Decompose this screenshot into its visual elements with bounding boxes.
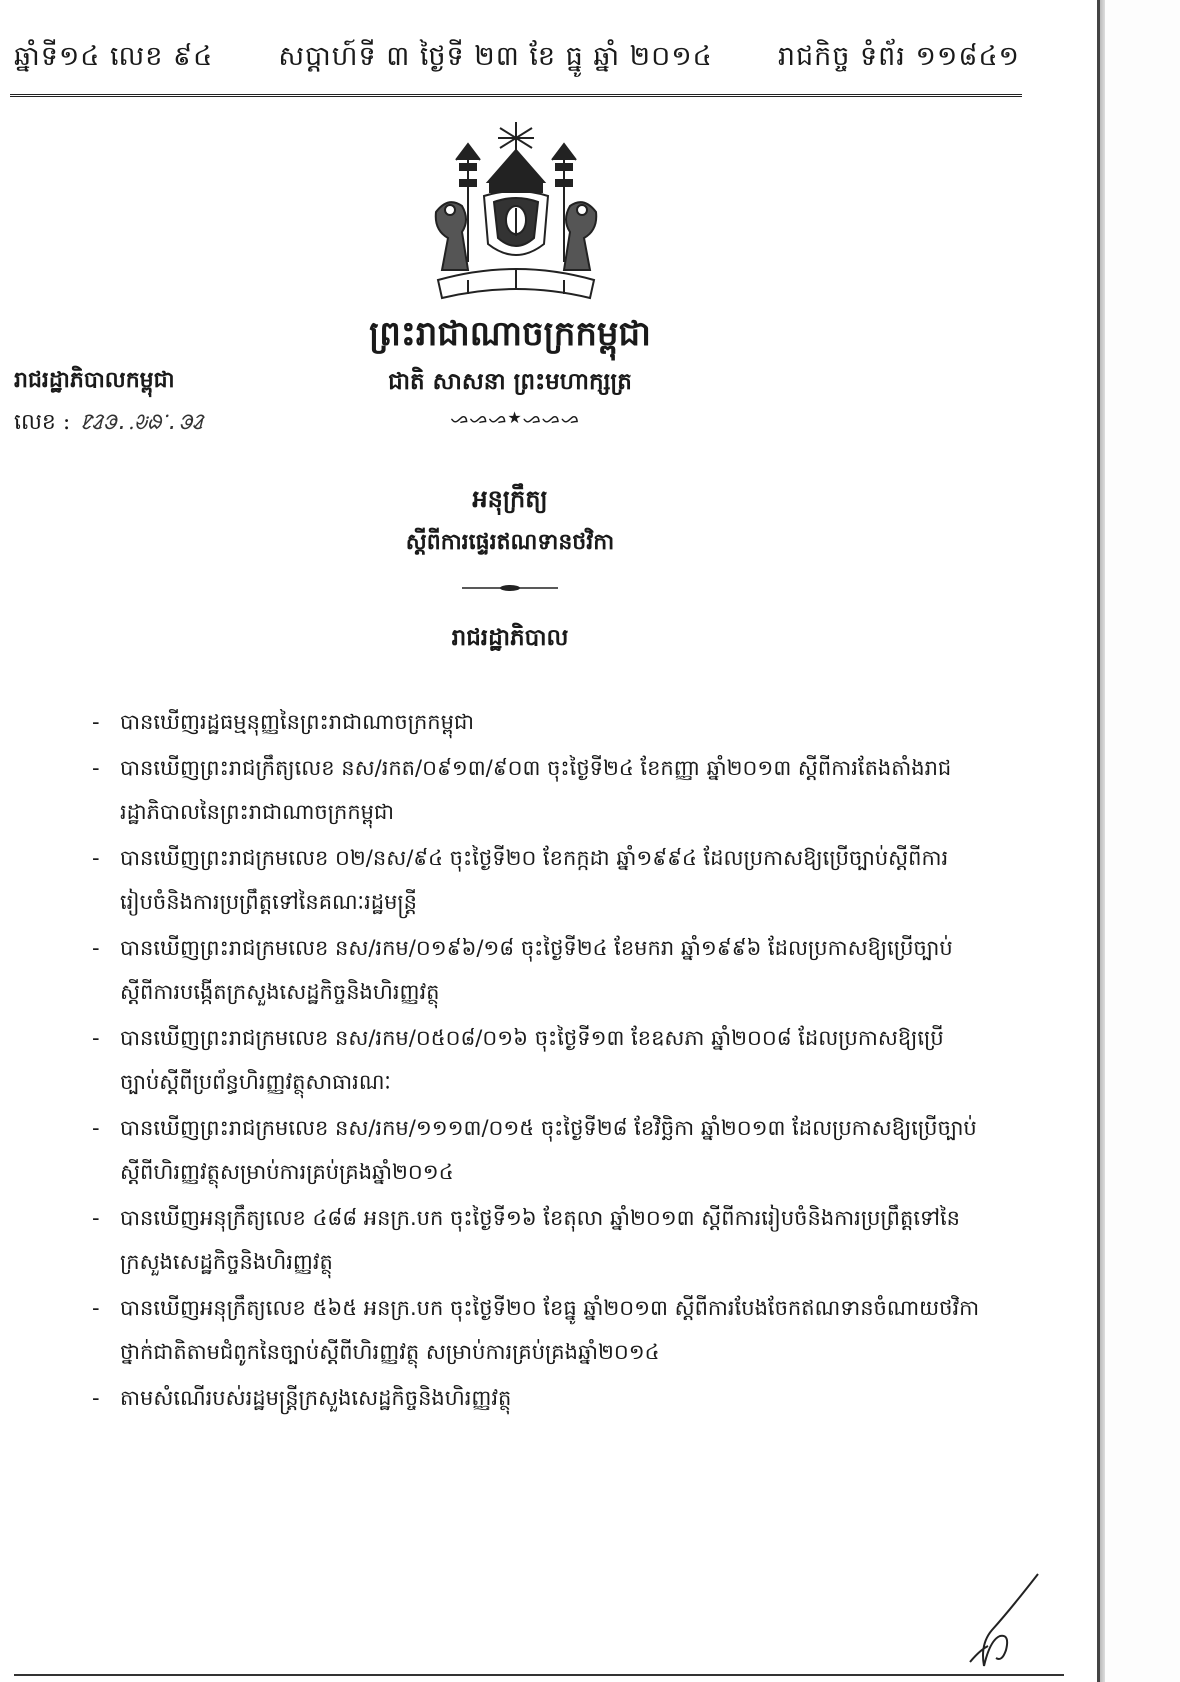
visa-text: បានឃើញរដ្ឋធម្មនុញ្ញនៃព្រះរាជាណាចក្រកម្ពុជា [120,710,474,734]
list-item: - តាមសំណើរបស់រដ្ឋមន្ត្រីក្រសួងសេដ្ឋកិច្ចនិងហិរញ្ញវត្ថុ [92,1386,512,1410]
gazette-date: សប្តាហ៍ទី ៣ ថ្ងៃទី ២៣ ខែ ធ្នូ ឆ្នាំ ២០១៤ [278,41,713,72]
list-item: - បានឃើញរដ្ឋធម្មនុញ្ញនៃព្រះរាជាណាចក្រកម្ពុជា [92,710,474,734]
visa-text: បានឃើញព្រះរាជក្រមលេខ នស/រកម/០១៩៦/១៨ ចុះថ្ងៃទី២៤ ខែមករា ឆ្នាំ១៩៩៦ ដែលប្រកាសឱ្យប្រើច្បាប់ស្តីពីការបង្កើតក្រសួងសេដ្ឋកិច្ចនិងហិរញ្ញវត្ថុ [120,936,953,1004]
visa-text: បានឃើញព្រះរាជក្រមលេខ នស/រកម/១១១៣/០១៥ ចុះថ្ងៃទី២៨ ខែវិច្ឆិកា ឆ្នាំ២០១៣ ដែលប្រកាសឱ្យប្រើច្បាប់ស្តីពីហិរញ្ញវត្ថុសម្រាប់ការគ្រប់គ្រងឆ្នាំ២០១៤ [120,1116,977,1184]
list-item: - បានឃើញអនុក្រឹត្យលេខ ៥៦៥ អនក្រ.បក ចុះថ្ងៃទី២០ ខែធ្នូ ឆ្នាំ២០១៣ ស្តីពីការបែងចែកឥណទានចំណាយថវិកាថ្នាក់ជាតិតាមជំពូកនៃច្បាប់ស្តីពីហិរញ្ញវត្ថុ សម្រាប់ការគ្រប់គ្រងឆ្នាំ២០១៤ [92,1296,980,1364]
list-item: - បានឃើញព្រះរាជក្រមលេខ នស/រកម/១១១៣/០១៥ ចុះថ្ងៃទី២៨ ខែវិច្ឆិកា ឆ្នាំ២០១៣ ដែលប្រកាសឱ្យប្រើច្បាប់ស្តីពីហិរញ្ញវត្ថុសម្រាប់ការគ្រប់គ្រងឆ្នាំ២០១៤ [92,1116,977,1184]
visa-text: តាមសំណើរបស់រដ្ឋមន្ត្រីក្រសួងសេដ្ឋកិច្ចនិងហិរញ្ញវត្ថុ [120,1386,512,1410]
page-margin [1105,0,1180,1682]
list-item: - បានឃើញព្រះរាជក្រឹត្យលេខ នស/រកត/០៩១៣/៩០៣ ចុះថ្ងៃទី២៤ ខែកញ្ញា ឆ្នាំ២០១៣ ស្តីពីការតែងតាំងរាជរដ្ឋាភិបាលនៃព្រះរាជាណាចក្រកម្ពុជា [92,756,952,824]
visa-text: បានឃើញព្រះរាជក្រមលេខ នស/រកម/០៥០៨/០១៦ ចុះថ្ងៃទី១៣ ខែឧសភា ឆ្នាំ២០០៨ ដែលប្រកាសឱ្យប្រើច្បាប់ស្តីពីប្រព័ន្ធហិរញ្ញវត្ថុសាធារណៈ [120,1026,944,1094]
bottom-rule [14,1674,1064,1676]
national-motto: ជាតិ សាសនា ព្រះមហាក្សត្រ [388,368,632,395]
gazette-header [14,40,1020,79]
visa-text: បានឃើញអនុក្រឹត្យលេខ ៥៦៥ អនក្រ.បក ចុះថ្ងៃទី២០ ខែធ្នូ ឆ្នាំ២០១៣ ស្តីពីការបែងចែកឥណទានចំណាយថវិកាថ្នាក់ជាតិតាមជំពូកនៃច្បាប់ស្តីពីហិរញ្ញវត្ថុ សម្រាប់ការគ្រប់គ្រងឆ្នាំ២០១៤ [120,1296,980,1364]
visa-text: បានឃើញព្រះរាជក្រមលេខ ០២/នស/៩៤ ចុះថ្ងៃទី២០ ខែកក្កដា ឆ្នាំ១៩៩៤ ដែលប្រកាសឱ្យប្រើច្បាប់ស្តីពីការរៀបចំនិងការប្រព្រឹត្តទៅនៃគណៈរដ្ឋមន្ត្រី [120,846,949,914]
document-number-value: ᱱᱲᱳ.ᱹᱶᱷᱸ.ᱳᱲ [80,410,204,434]
list-item: - បានឃើញព្រះរាជក្រមលេខ នស/រកម/០៥០៨/០១៦ ចុះថ្ងៃទី១៣ ខែឧសភា ឆ្នាំ២០០៨ ដែលប្រកាសឱ្យប្រើច្បាប់ស្តីពីប្រព័ន្ធហិរញ្ញវត្ថុសាធារណៈ [92,1026,944,1094]
enacting-authority: រាជរដ្ឋាភិបាល [451,624,569,651]
issuing-authority: រាជរដ្ឋាភិបាលកម្ពុជា [14,367,175,393]
list-item: - បានឃើញអនុក្រឹត្យលេខ ៤៨៨ អនក្រ.បក ចុះថ្ងៃទី១៦ ខែតុលា ឆ្នាំ២០១៣ ស្តីពីការរៀបចំនិងការប្រព្រឹត្តទៅនៃក្រសួងសេដ្ឋកិច្ចនិងហិរញ្ញវត្ថុ [92,1206,960,1274]
gazette-volume-issue: ឆ្នាំទី១៤ លេខ ៩៤ [14,41,214,72]
kingdom-title: ព្រះរាជាណាចក្រកម្ពុជា [369,314,651,354]
royal-coat-of-arms-icon [428,120,604,306]
document-type: អនុក្រឹត្យ [472,484,548,513]
visa-list [92,700,982,1422]
document-number [14,408,203,440]
section-divider-icon [462,584,558,592]
header-rule [10,94,1022,100]
visa-text: បានឃើញអនុក្រឹត្យលេខ ៤៨៨ អនក្រ.បក ចុះថ្ងៃទី១៦ ខែតុលា ឆ្នាំ២០១៣ ស្តីពីការរៀបចំនិងការប្រព្រឹត្តទៅនៃក្រសួងសេដ្ឋកិច្ចនិងហិរញ្ញវត្ថុ [120,1206,960,1274]
document-number-prefix: លេខ : [14,410,71,435]
document-subject: ស្តីពីការផ្ទេរឥណទានថវិកា [405,529,615,555]
page-binding-edge [1097,0,1105,1682]
ornament-divider: ᯀᯀᯀ★ᯀᯀᯀ [450,408,580,427]
list-item: - បានឃើញព្រះរាជក្រមលេខ ០២/នស/៩៤ ចុះថ្ងៃទី២០ ខែកក្កដា ឆ្នាំ១៩៩៤ ដែលប្រកាសឱ្យប្រើច្បាប់ស្តីពីការរៀបចំនិងការប្រព្រឹត្តទៅនៃគណៈរដ្ឋមន្ត្រី [92,846,949,914]
list-item: - បានឃើញព្រះរាជក្រមលេខ នស/រកម/០១៩៦/១៨ ចុះថ្ងៃទី២៤ ខែមករា ឆ្នាំ១៩៩៦ ដែលប្រកាសឱ្យប្រើច្បាប់ស្តីពីការបង្កើតក្រសួងសេដ្ឋកិច្ចនិងហិរញ្ញវត្ថុ [92,936,953,1004]
visa-text: បានឃើញព្រះរាជក្រឹត្យលេខ នស/រកត/០៩១៣/៩០៣ ចុះថ្ងៃទី២៤ ខែកញ្ញា ឆ្នាំ២០១៣ ស្តីពីការតែងតាំងរាជរដ្ឋាភិបាលនៃព្រះរាជាណាចក្រកម្ពុជា [120,756,952,824]
initials-signature-icon [940,1570,1050,1670]
gazette-page-ref: រាជកិច្ច ទំព័រ ១១៨៤១ [777,41,1020,72]
